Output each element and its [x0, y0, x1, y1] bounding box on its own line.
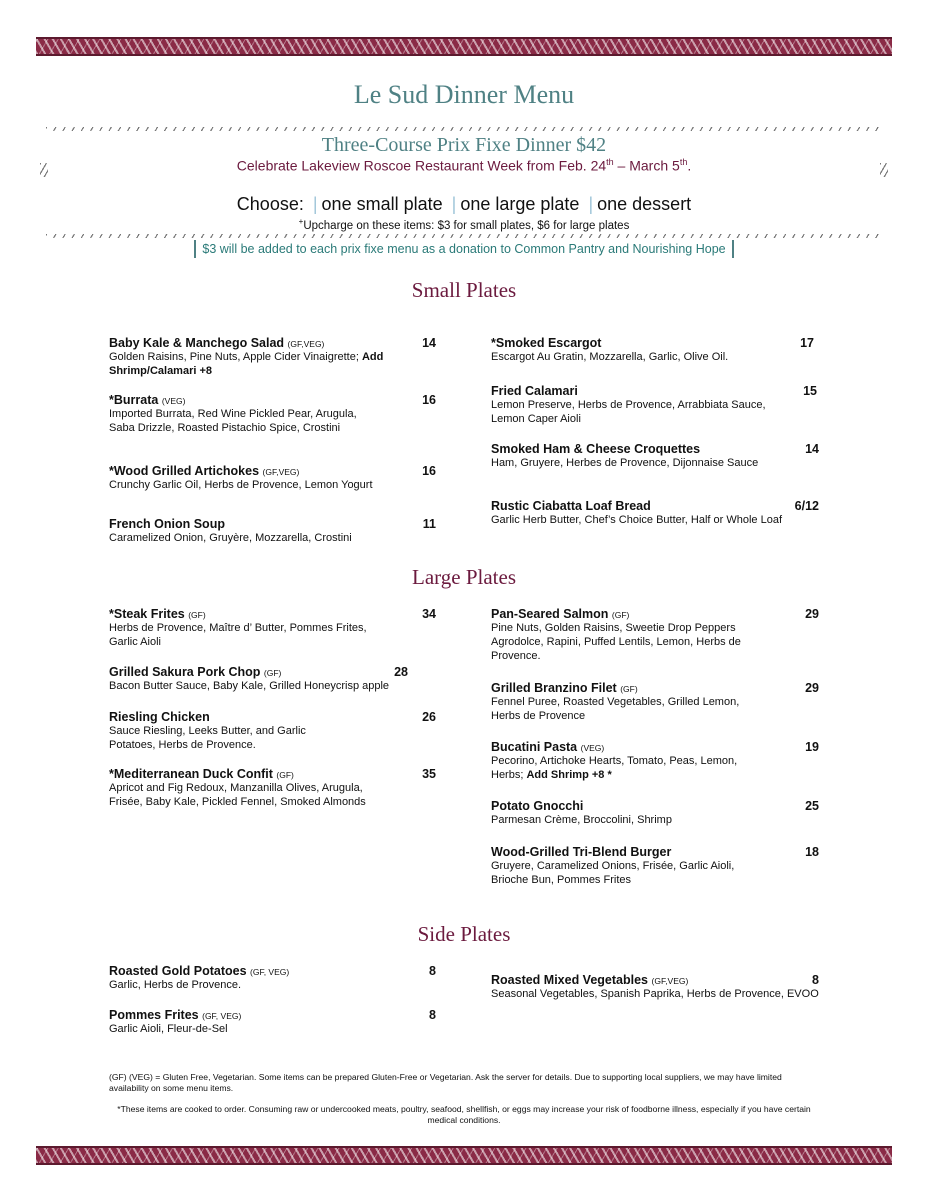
- item-price: 28: [394, 665, 408, 679]
- prix-fixe-heading: Three-Course Prix Fixe Dinner $42: [321, 134, 607, 156]
- restaurant-week-note: Celebrate Lakeview Roscoe Restaurant Week from Feb. 24th – March 5th.: [236, 157, 692, 174]
- item-price: 14: [422, 336, 436, 350]
- menu-title: Le Sud Dinner Menu: [353, 80, 575, 109]
- large-plates-heading: Large Plates: [412, 565, 516, 589]
- item-price: 14: [805, 442, 819, 456]
- side-plates-heading: Side Plates: [417, 922, 511, 946]
- item-price: 11: [422, 517, 436, 531]
- menu-item: Potato Gnocchi Parmesan Crème, Broccolini, Shrimp: [491, 799, 672, 826]
- menu-item: French Onion Soup Caramelized Onion, Gruyère, Mozzarella, Crostini: [109, 517, 352, 544]
- menu-item: *Mediterranean Duck Confit (GF) Apricot and Fig Redoux, Manzanilla Olives, Arugula, Frisée, Baby Kale, Pickled Fennel, Smoked Almonds: [109, 767, 366, 808]
- item-price: 15: [803, 384, 817, 398]
- choose-line: Choose: | one small plate | one large plate | one dessert: [236, 194, 692, 214]
- menu-item: Pan-Seared Salmon (GF) Pine Nuts, Golden Raisins, Sweetie Drop Peppers Agrodolce, Rapini, Puffed Lentils, Lemon, Herbs de Provence.: [491, 607, 741, 662]
- item-price: 25: [805, 799, 819, 813]
- item-price: 35: [422, 767, 436, 781]
- menu-item: *Wood Grilled Artichokes (GF,VEG) Crunchy Garlic Oil, Herbs de Provence, Lemon Yogurt: [109, 464, 373, 491]
- menu-item: Bucatini Pasta (VEG) Pecorino, Artichoke Hearts, Tomato, Peas, Lemon, Herbs; Add Shrimp +8 *: [491, 740, 738, 781]
- item-price: 26: [422, 710, 436, 724]
- item-price: 34: [422, 607, 436, 621]
- menu-item: Baby Kale & Manchego Salad (GF,VEG) Golden Raisins, Pine Nuts, Apple Cider Vinaigrette; Add Shrimp/Calamari +8: [109, 336, 384, 377]
- item-price: 18: [805, 845, 819, 859]
- decorative-border-bottom: [36, 1146, 892, 1165]
- item-price: 29: [805, 607, 819, 621]
- decorative-border-top: [36, 37, 892, 56]
- item-price: 19: [805, 740, 819, 754]
- menu-item: *Steak Frites (GF) Herbs de Provence, Maître d’ Butter, Pommes Frites, Garlic Aioli: [109, 607, 367, 648]
- divider-top: [46, 127, 882, 131]
- item-price: 16: [422, 464, 436, 478]
- menu-item: *Smoked Escargot Escargot Au Gratin, Mozzarella, Garlic, Olive Oil.: [491, 336, 729, 363]
- raw-food-warning: *These items are cooked to order. Consuming raw or undercooked meats, poultry, seafood, shellfish, or eggs may increase your risk of foodborne illness, especially if you have certain medical conditions.: [117, 1104, 811, 1125]
- menu-item: Roasted Mixed Vegetables (GF,VEG) Seasonal Vegetables, Spanish Paprika, Herbs de Provence, EVOO: [491, 973, 819, 1000]
- menu-item: Riesling Chicken Sauce Riesling, Leeks Butter, and Garlic Potatoes, Herbs de Provence.: [109, 710, 306, 751]
- small-plates-heading: Small Plates: [411, 278, 517, 302]
- item-price: 6/12: [794, 499, 819, 513]
- item-price: 8: [429, 1008, 436, 1022]
- item-price: 8: [812, 973, 819, 987]
- item-price: 17: [800, 336, 814, 350]
- menu-item: Grilled Branzino Filet (GF) Fennel Puree, Roasted Vegetables, Grilled Lemon, Herbs de Provence: [491, 681, 740, 722]
- menu-item: *Burrata (VEG) Imported Burrata, Red Wine Pickled Pear, Arugula, Saba Drizzle, Roasted Pistachio Spice, Crostini: [109, 393, 357, 434]
- menu-item: Pommes Frites (GF, VEG) Garlic Aioli, Fleur-de-Sel: [109, 1008, 242, 1035]
- item-price: 16: [422, 393, 436, 407]
- dietary-note: (GF) (VEG) = Gluten Free, Vegetarian. Some items can be prepared Gluten-Free or Vegetarian. Ask the server for details. Due to supporting local suppliers, we may have limited availability on some menu items.: [109, 1072, 782, 1093]
- upcharge-note: +Upcharge on these items: $3 for small plates, $6 for large plates: [298, 217, 630, 232]
- item-price: 29: [805, 681, 819, 695]
- menu-item: Roasted Gold Potatoes (GF, VEG) Garlic, Herbs de Provence.: [109, 964, 290, 991]
- divider-bottom: [46, 234, 882, 238]
- donation-note: $3 will be added to each prix fixe menu as a donation to Common Pantry and Nourishing Hope: [0, 240, 928, 258]
- menu-item: Rustic Ciabatta Loaf Bread Garlic Herb Butter, Chef’s Choice Butter, Half or Whole Loaf: [491, 499, 783, 526]
- menu-item: Smoked Ham & Cheese Croquettes Ham, Gruyere, Herbes de Provence, Dijonnaise Sauce: [491, 442, 759, 469]
- menu-item: Wood-Grilled Tri-Blend Burger Gruyere, Caramelized Onions, Frisée, Garlic Aioli, Brioche Bun, Pommes Frites: [491, 845, 735, 886]
- item-price: 8: [429, 964, 436, 978]
- menu-item: Fried Calamari Lemon Preserve, Herbs de Provence, Arrabbiata Sauce, Lemon Caper Aioli: [491, 384, 766, 425]
- menu-item: Grilled Sakura Pork Chop (GF) Bacon Butter Sauce, Baby Kale, Grilled Honeycrisp apple: [109, 665, 390, 692]
